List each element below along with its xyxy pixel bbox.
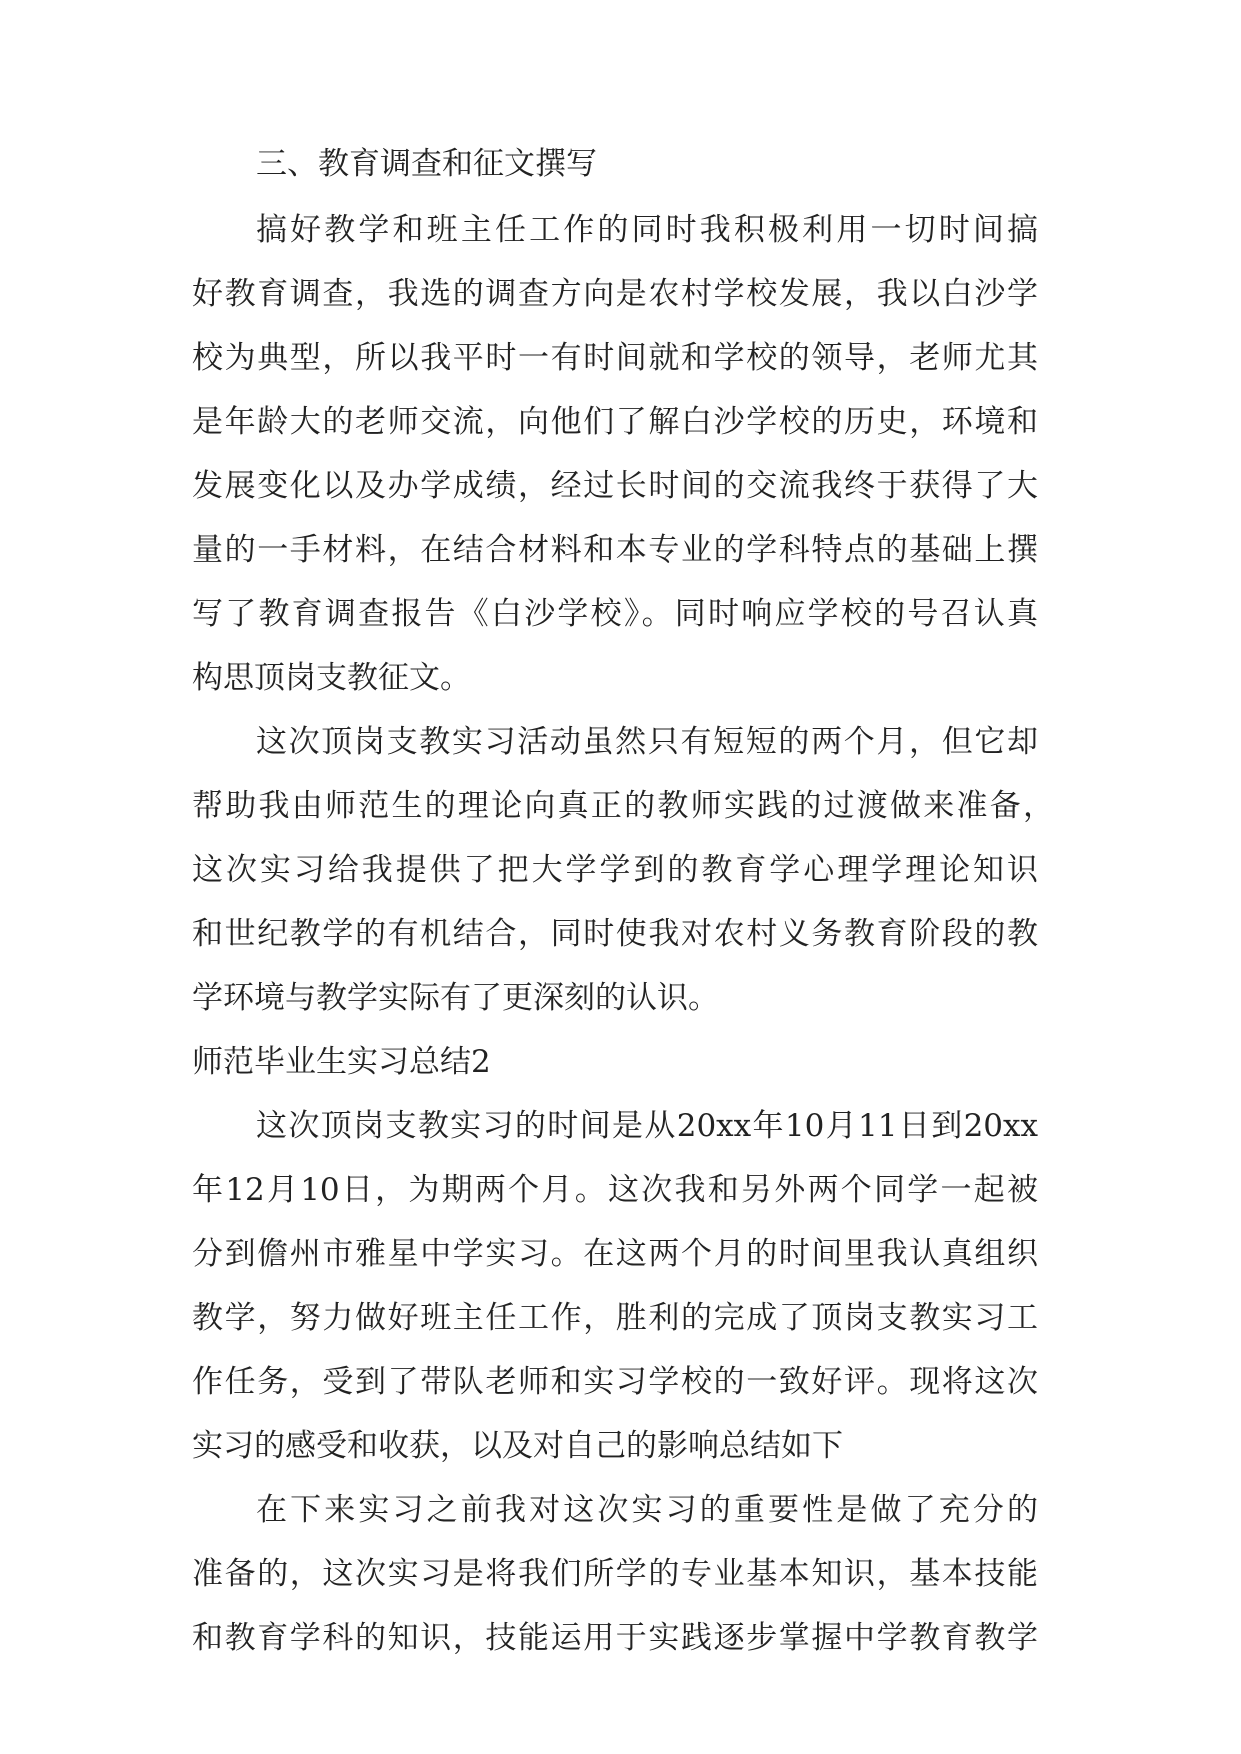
text-line: 构思顶岗支教征文。 (192, 660, 471, 696)
text-line: 搞好教学和班主任工作的同时我积极利用一切时间搞 (256, 212, 1038, 248)
text-line: 实习的感受和收获，以及对自己的影响总结如下 (192, 1428, 843, 1464)
text-line: 在下来实习之前我对这次实习的重要性是做了充分的 (256, 1492, 1038, 1528)
text-line: 分到儋州市雅星中学实习。在这两个月的时间里我认真组织 (192, 1236, 1038, 1272)
text-line: 校为典型，所以我平时一有时间就和学校的领导，老师尤其 (192, 340, 1038, 376)
text-line: 好教育调查，我选的调查方向是农村学校发展，我以白沙学 (192, 276, 1038, 312)
text-line: 作任务，受到了带队老师和实习学校的一致好评。现将这次 (192, 1364, 1038, 1400)
text-line: 教学，努力做好班主任工作，胜利的完成了顶岗支教实习工 (192, 1300, 1038, 1336)
text-line: 准备的，这次实习是将我们所学的专业基本知识，基本技能 (192, 1556, 1038, 1592)
text-line: 和教育学科的知识，技能运用于实践逐步掌握中学教育教学 (192, 1620, 1038, 1656)
section-heading: 三、教育调查和征文撰写 (256, 146, 597, 182)
text-line: 和世纪教学的有机结合，同时使我对农村义务教育阶段的教 (192, 916, 1038, 952)
text-line: 这次顶岗支教实习活动虽然只有短短的两个月，但它却 (256, 724, 1038, 760)
document-title: 师范毕业生实习总结2 (192, 1044, 491, 1080)
text-line: 写了教育调查报告《白沙学校》。同时响应学校的号召认真 (192, 596, 1038, 632)
text-line: 这次实习给我提供了把大学学到的教育学心理学理论知识 (192, 852, 1038, 888)
text-line: 学环境与教学实际有了更深刻的认识。 (192, 980, 719, 1016)
text-line: 这次顶岗支教实习的时间是从20xx年10月11日到20xx (256, 1108, 1038, 1144)
text-line: 量的一手材料，在结合材料和本专业的学科特点的基础上撰 (192, 532, 1038, 568)
text-line: 是年龄大的老师交流，向他们了解白沙学校的历史，环境和 (192, 404, 1038, 440)
text-line: 帮助我由师范生的理论向真正的教师实践的过渡做来准备， (192, 788, 1054, 824)
text-line: 发展变化以及办学成绩，经过长时间的交流我终于获得了大 (192, 468, 1038, 504)
text-line: 年12月10日，为期两个月。这次我和另外两个同学一起被 (192, 1172, 1038, 1208)
